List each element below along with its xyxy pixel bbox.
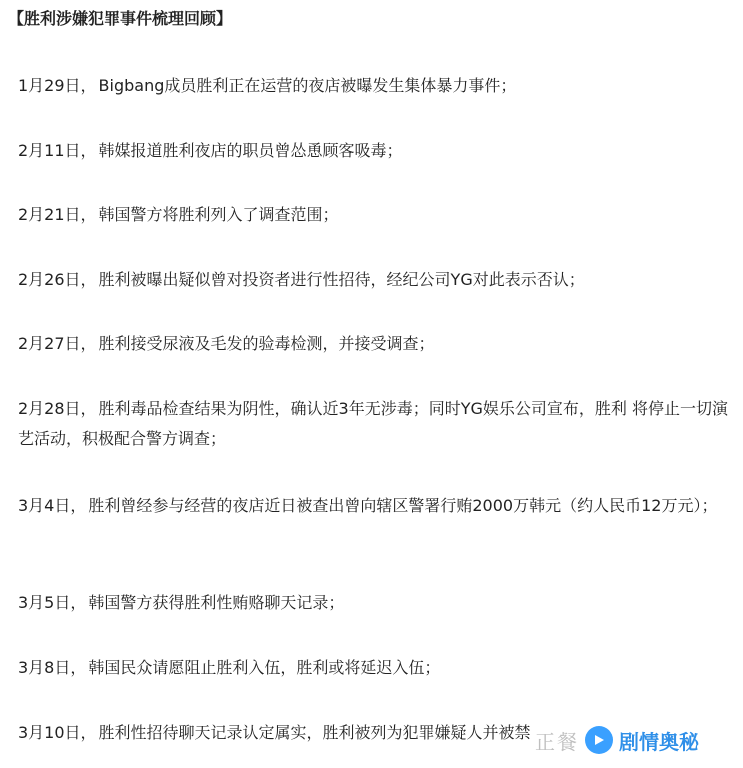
timeline-entry xyxy=(18,200,730,230)
timeline-entry xyxy=(18,329,730,359)
entry-text: 胜利被曝出疑似曾对投资者进行性招待，经纪公司YG对此表示否认； xyxy=(98,270,585,289)
entry-text: 胜利毒品检查结果为阴性，确认近3年无涉毒；同时YG娱乐公司宣布，胜利 将停止一切演艺活动，积极配合警方调查； xyxy=(18,399,728,448)
play-icon xyxy=(585,726,613,754)
entry-text: 韩国警方将胜利列入了调查范围； xyxy=(98,205,339,224)
entry-text: 韩媒报道胜利夜店的职员曾怂恿顾客吸毒； xyxy=(98,141,403,160)
watermark xyxy=(535,718,699,762)
timeline-entry xyxy=(18,491,730,521)
entry-date: 3月10日， xyxy=(18,723,97,742)
entry-date: 2月27日， xyxy=(18,334,97,353)
timeline-entry xyxy=(18,653,730,683)
entry-text: 韩国民众请愿阻止胜利入伍，胜利或将延迟入伍； xyxy=(88,658,441,677)
entry-date: 1月29日， xyxy=(18,76,97,95)
entry-text: 胜利接受尿液及毛发的验毒检测，并接受调查； xyxy=(98,334,435,353)
document-title: 【胜利涉嫌犯罪事件梳理回顾】 xyxy=(8,9,233,28)
entry-text: Bigbang成员胜利正在运营的夜店被曝发生集体暴力事件； xyxy=(98,76,517,95)
entry-date: 2月21日， xyxy=(18,205,97,224)
timeline-entry xyxy=(18,136,730,166)
entry-text: 韩国警方获得胜利性贿赂聊天记录； xyxy=(88,593,345,612)
timeline-entry xyxy=(18,265,730,295)
entry-date: 3月8日， xyxy=(18,658,87,677)
entry-date: 2月11日， xyxy=(18,141,97,160)
entry-date: 2月28日， xyxy=(18,399,97,418)
timeline-entry xyxy=(18,588,730,618)
entry-text: 胜利曾经参与经营的夜店近日被查出曾向辖区警署行贿2000万韩元（约人民币12万元）； xyxy=(88,496,718,515)
entry-date: 2月26日， xyxy=(18,270,97,289)
watermark-brand: 剧情奥秘 xyxy=(619,729,699,754)
entry-date: 3月4日， xyxy=(18,496,87,515)
entry-text: 胜利性招待聊天记录认定属实，胜利被列为犯罪嫌疑人并被禁 xyxy=(98,723,531,742)
timeline-entry xyxy=(18,394,730,454)
timeline-entry xyxy=(18,71,730,101)
watermark-gray-text: 正餐 xyxy=(535,729,579,754)
entry-date: 3月5日， xyxy=(18,593,87,612)
